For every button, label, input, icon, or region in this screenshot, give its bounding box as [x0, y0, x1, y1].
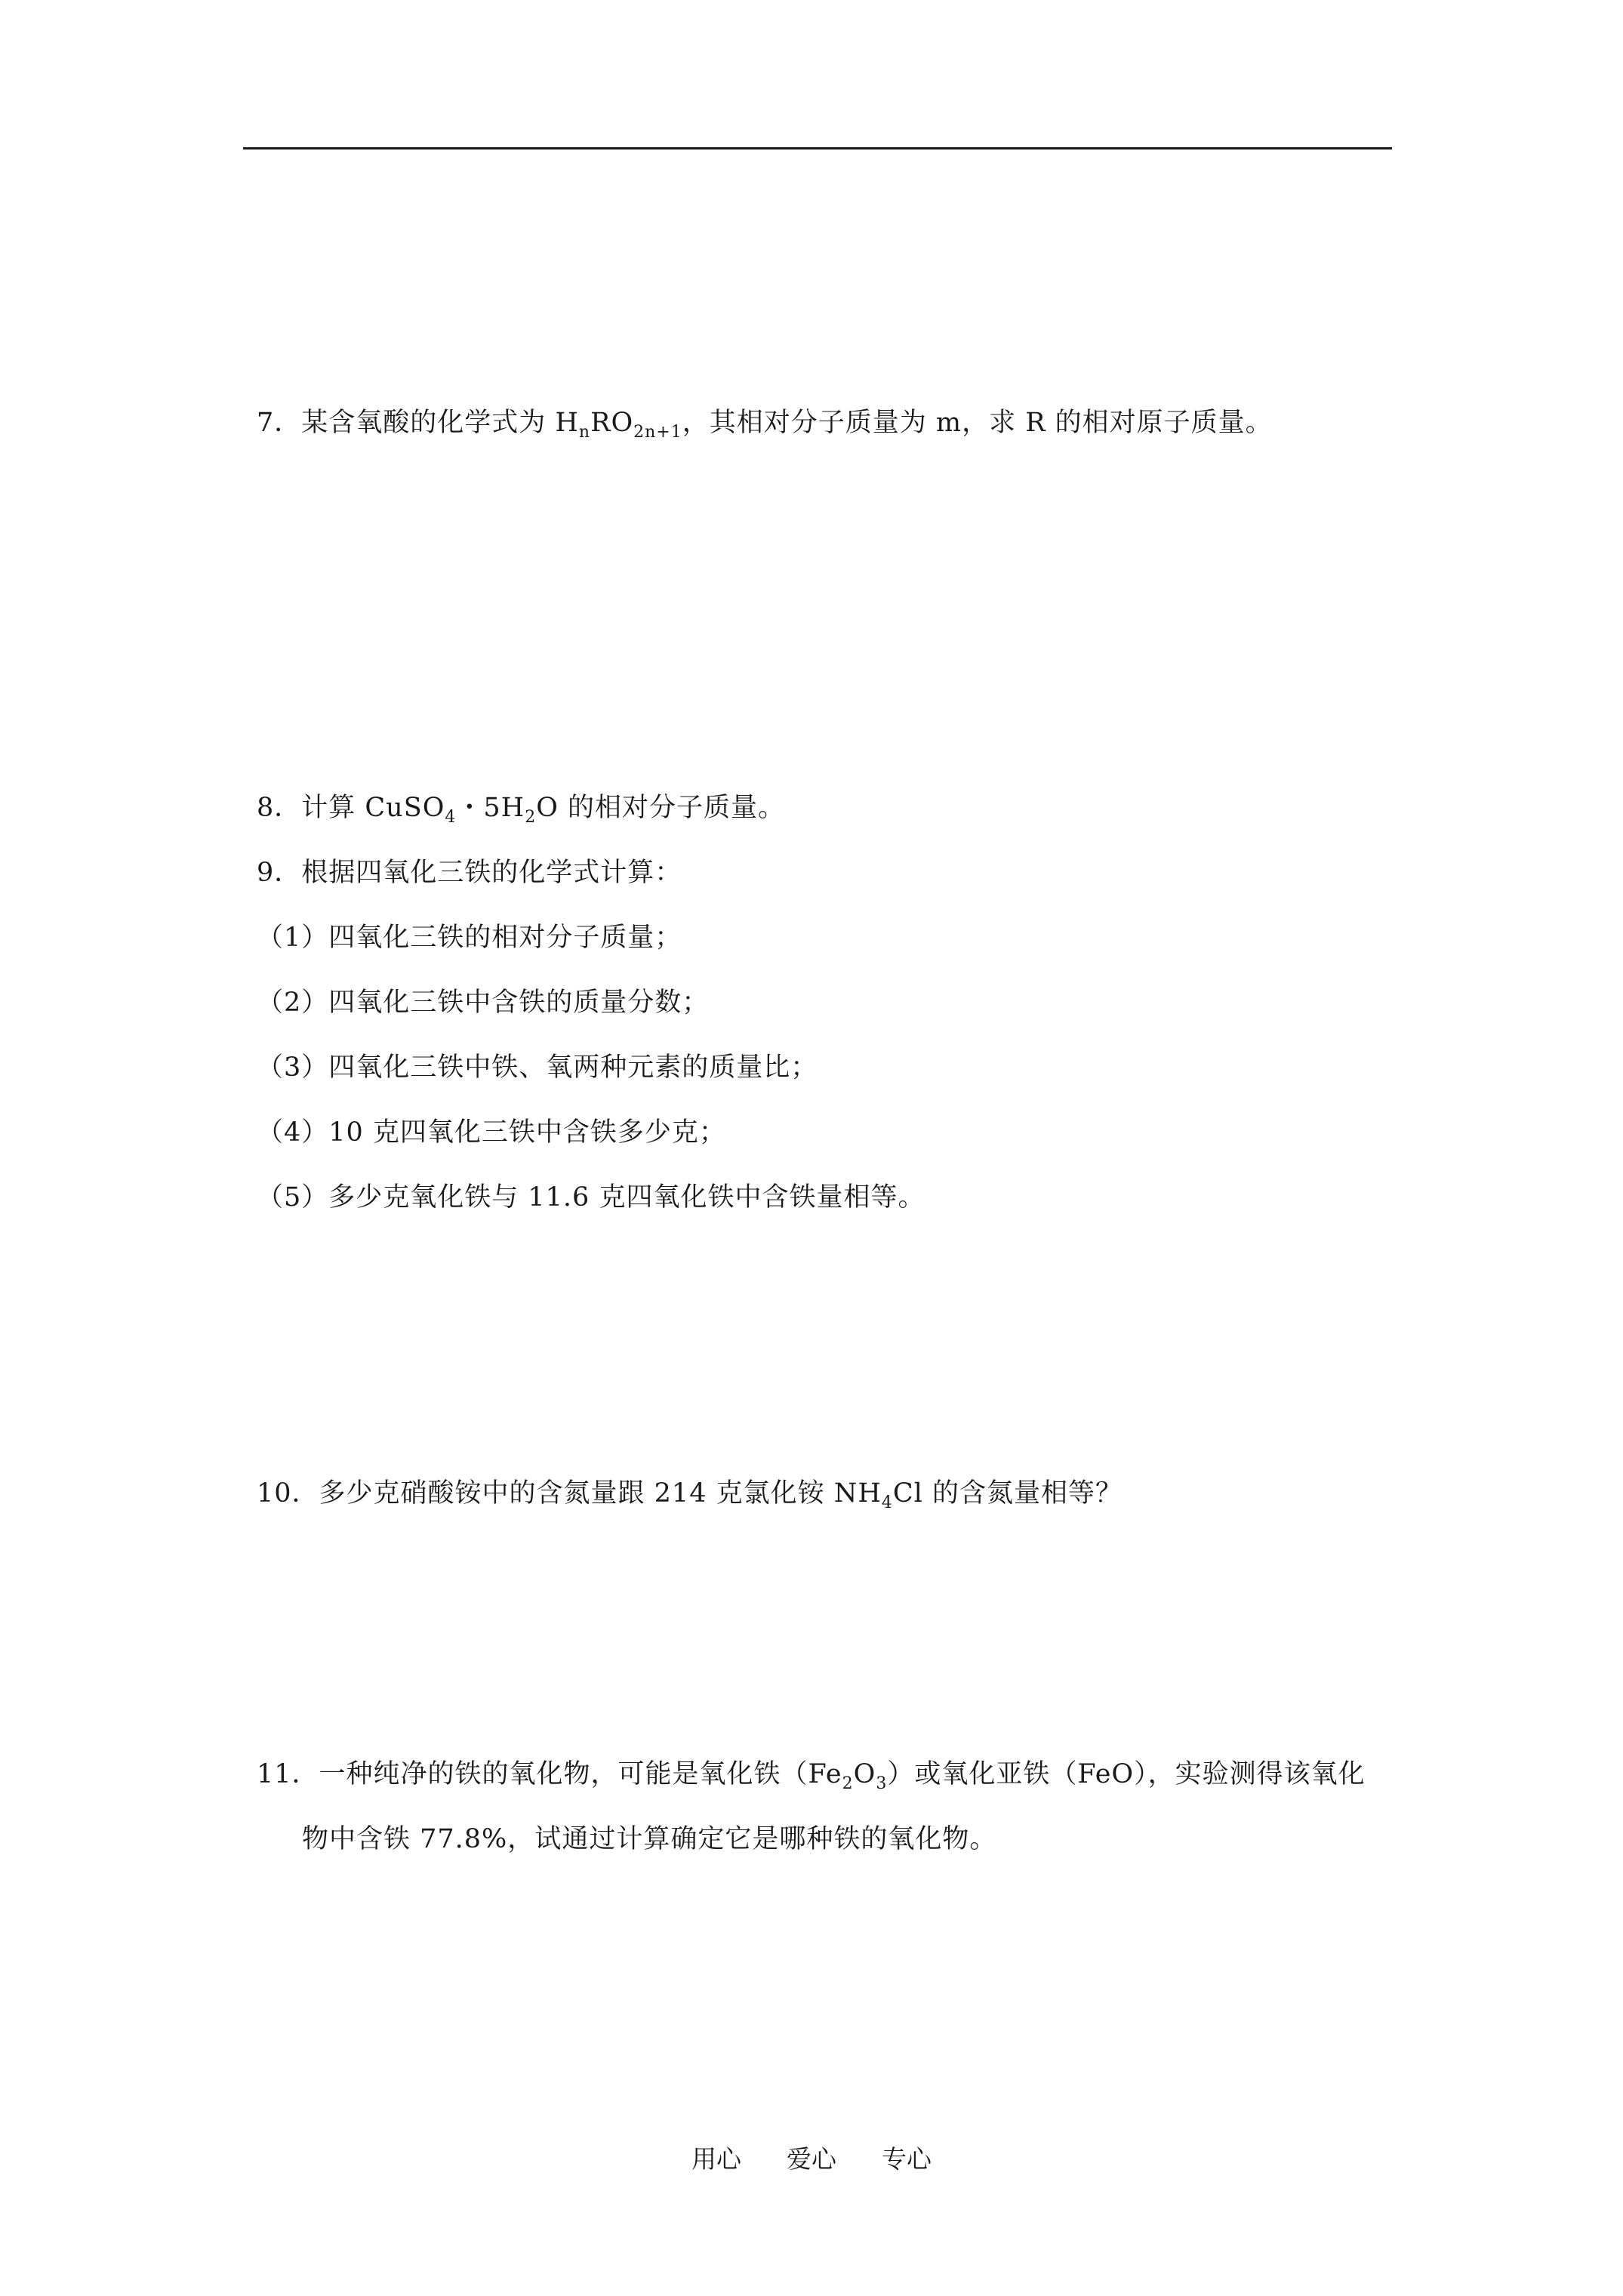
question-9-part-2: （2）四氧化三铁中含铁的质量分数；	[257, 988, 710, 1018]
question-11: 11．一种纯净的铁的氧化物，可能是氧化铁$(Fe_2O_3)$或氧化亚铁（FeO），实验测得该氧化	[257, 1759, 1366, 1793]
footer-word-1: 用心	[691, 2144, 741, 2174]
question-9-part-1: （1）四氧化三铁的相对分子质量；	[257, 923, 682, 953]
footer-word-3: 专心	[882, 2144, 932, 2174]
question-9-part-5: （5）多少克氧化铁与 11.6 克四氧化铁中含铁量相等。	[257, 1182, 925, 1213]
question-9-part-4: （4）10 克四氧化三铁中含铁多少克；	[257, 1117, 726, 1148]
page-footer	[0, 2144, 1623, 2174]
question-8: 8．计算 CuSO$_4$・$5H_2O$ 的相对分子质量。	[257, 793, 786, 827]
footer-word-2: 爱心	[787, 2144, 836, 2174]
question-9-stem: 9．根据四氧化三铁的化学式计算：	[257, 858, 682, 888]
question-11-continuation: 物中含铁 77.8%，试通过计算确定它是哪种铁的氧化物。	[302, 1824, 997, 1854]
header-rule	[243, 147, 1392, 149]
question-9-part-3: （3）四氧化三铁中铁、氧两种元素的质量比；	[257, 1052, 818, 1083]
question-7: 7．某含氧酸的化学式为 $H_nRO_{2n+1}$，其相对分子质量为 m，求 R 的相对原子质量。	[257, 408, 1273, 442]
question-10: 10．多少克硝酸铵中的含氮量跟 214 克氯化铵 $NH_4Cl$ 的含氮量相等？	[257, 1478, 1123, 1512]
